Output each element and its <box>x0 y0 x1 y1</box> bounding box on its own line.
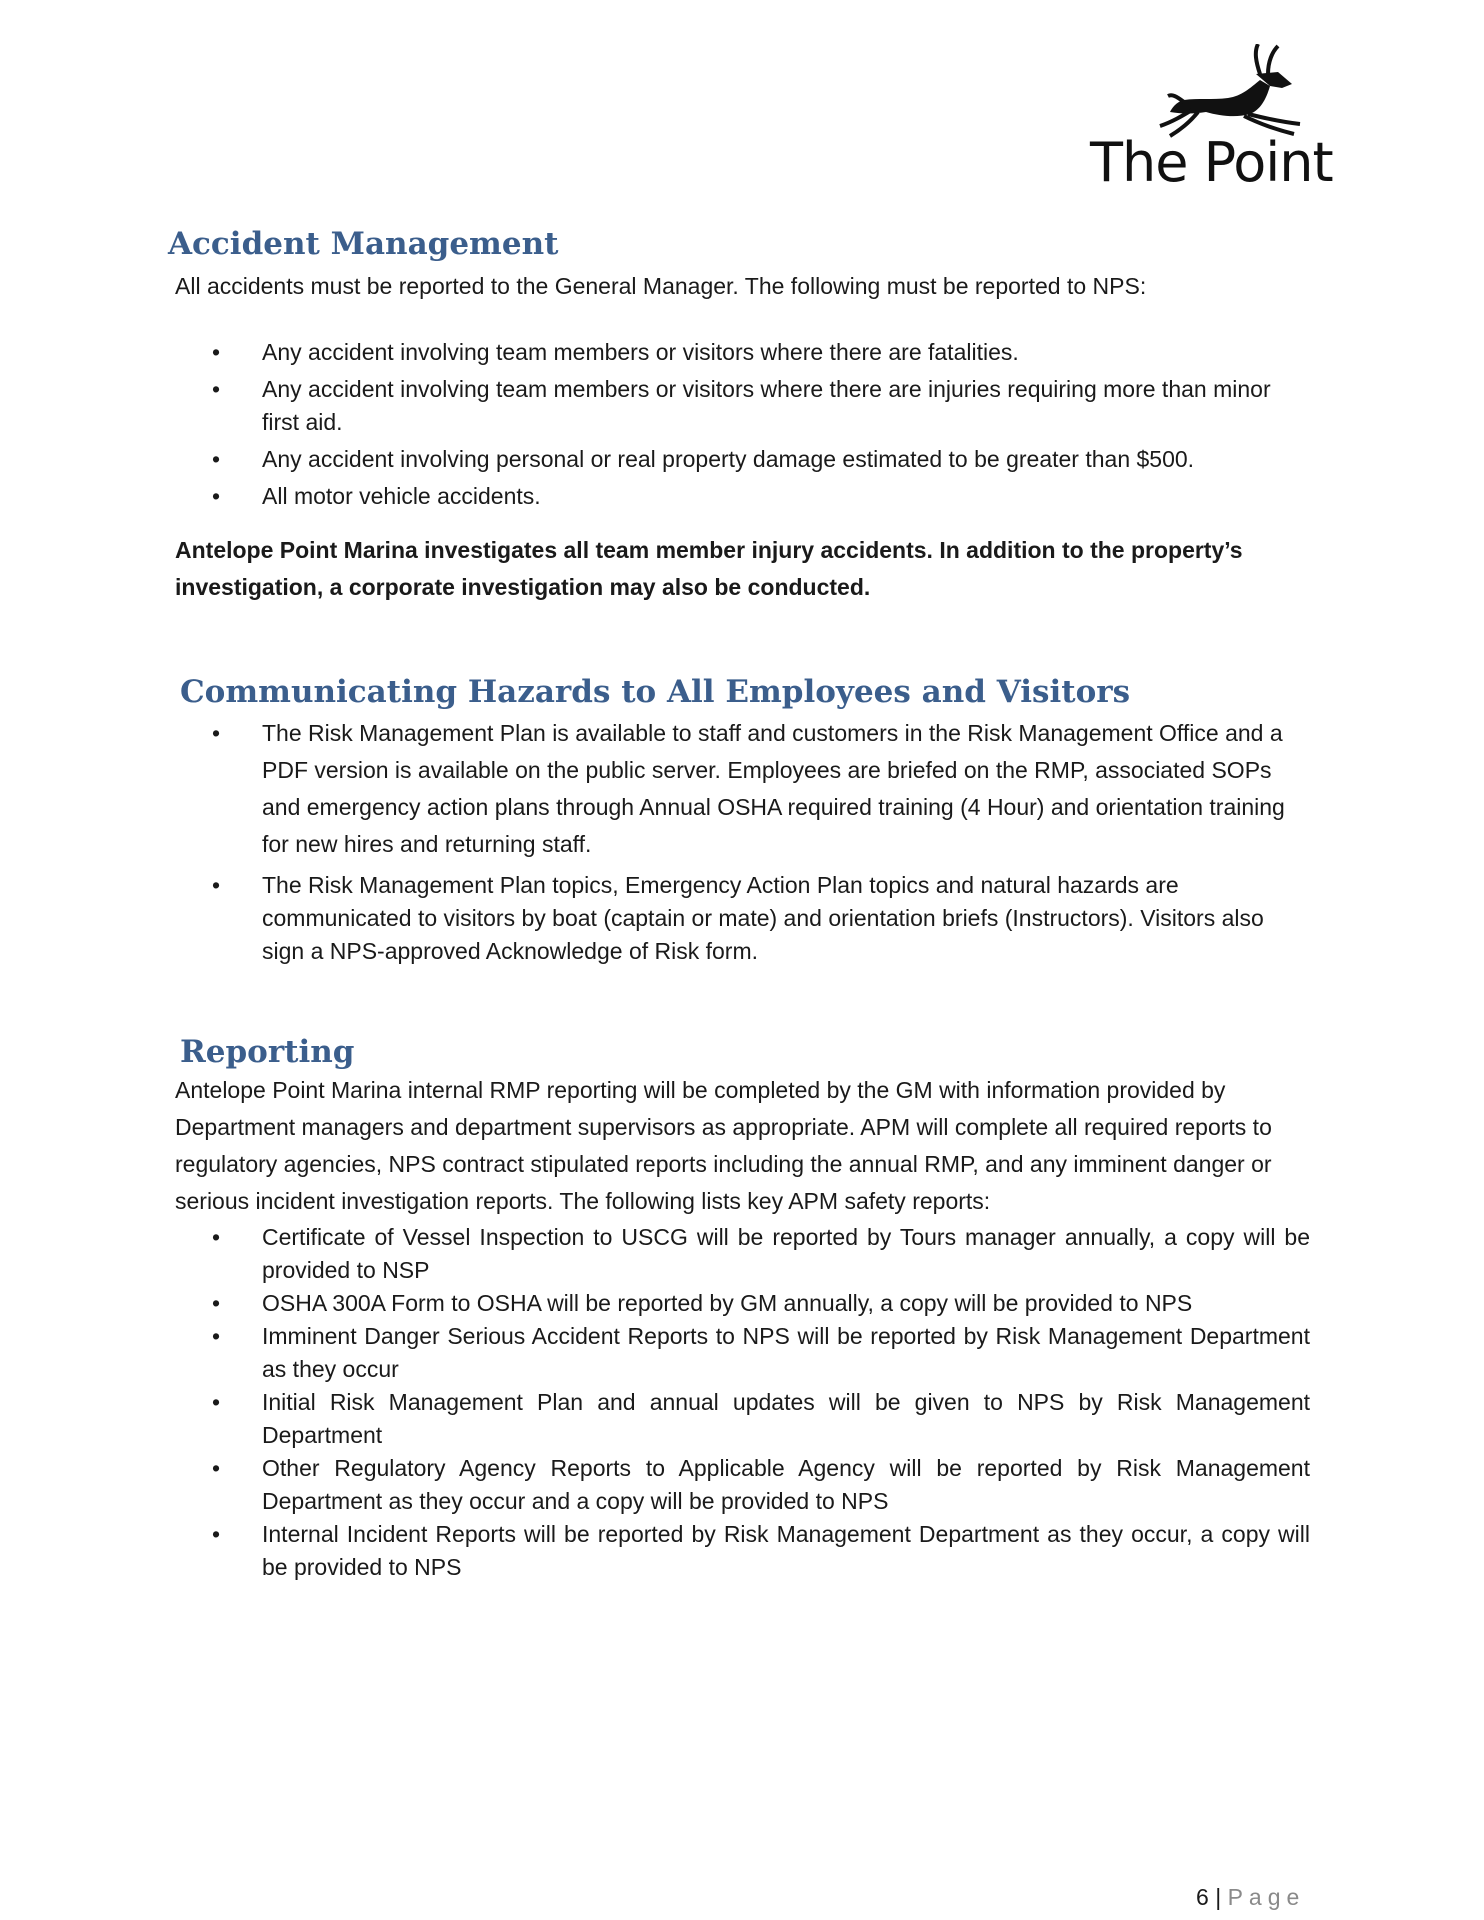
reporting-bullet-list <box>172 1221 1310 1584</box>
list-item: • Certificate of Vessel Inspection to USCG will be reported by Tours manager annually, a copy will be provided to NSP <box>172 1221 1310 1287</box>
list-item: • Initial Risk Management Plan and annual updates will be given to NPS by Risk Management Department <box>172 1386 1310 1452</box>
accident-investigation-note: Antelope Point Marina investigates all team member injury accidents. In addition to the property’s investigation, a corporate investigation may also be conducted. <box>175 537 1243 600</box>
list-item: • OSHA 300A Form to OSHA will be reported by GM annually, a copy will be provided to NPS <box>172 1287 1310 1320</box>
page-separator: | <box>1215 1884 1222 1910</box>
reporting-heading: Reporting <box>180 1034 355 1070</box>
page-label: Page <box>1227 1884 1306 1910</box>
list-item: • Any accident involving team members or visitors where there are injuries requiring more than minor first aid. <box>172 373 1277 439</box>
list-item: • The Risk Management Plan is available to staff and customers in the Risk Management Office and a PDF version is available on the public server. Employees are briefed on the RMP, associated SOPs and emergency action plans through Annual OSHA required training (4 Hour) and orientation training for new hires and returning staff. <box>172 715 1312 863</box>
company-logo <box>1072 44 1332 194</box>
list-item: • Any accident involving personal or real property damage estimated to be greater than $500. <box>172 443 1277 476</box>
logo-text: The Point <box>1090 131 1333 194</box>
communicating-hazards-heading: Communicating Hazards to All Employees and Visitors <box>180 674 1131 710</box>
reporting-intro: Antelope Point Marina internal RMP reporting will be completed by the GM with information provided by Department managers and department supervisors as appropriate. APM will complete all required reports to regulatory agencies, NPS contract stipulated reports including the annual RMP, and any imminent danger or serious incident investigation reports. The following lists key APM safety reports: <box>175 1077 1272 1214</box>
hazards-bullet-list <box>172 715 1312 968</box>
list-item: • Other Regulatory Agency Reports to Applicable Agency will be reported by Risk Management Department as they occur and a copy will be provided to NPS <box>172 1452 1310 1518</box>
list-item: • Any accident involving team members or visitors where there are fatalities. <box>172 336 1277 369</box>
accident-bullet-list <box>172 336 1277 513</box>
page-footer <box>1196 1884 1305 1911</box>
page-number: 6 <box>1196 1884 1209 1910</box>
accident-intro: All accidents must be reported to the General Manager. The following must be reported to NPS: <box>175 273 1147 299</box>
list-item: • The Risk Management Plan topics, Emergency Action Plan topics and natural hazards are communicated to visitors by boat (captain or mate) and orientation briefs (Instructors). Visitors also sign a NPS-approved Acknowledge of Risk form. <box>172 869 1312 968</box>
list-item: • Imminent Danger Serious Accident Reports to NPS will be reported by Risk Management Department as they occur <box>172 1320 1310 1386</box>
accident-management-heading: Accident Management <box>168 226 559 262</box>
list-item: • All motor vehicle accidents. <box>172 480 1277 513</box>
list-item: • Internal Incident Reports will be reported by Risk Management Department as they occur, a copy will be provided to NPS <box>172 1518 1310 1584</box>
